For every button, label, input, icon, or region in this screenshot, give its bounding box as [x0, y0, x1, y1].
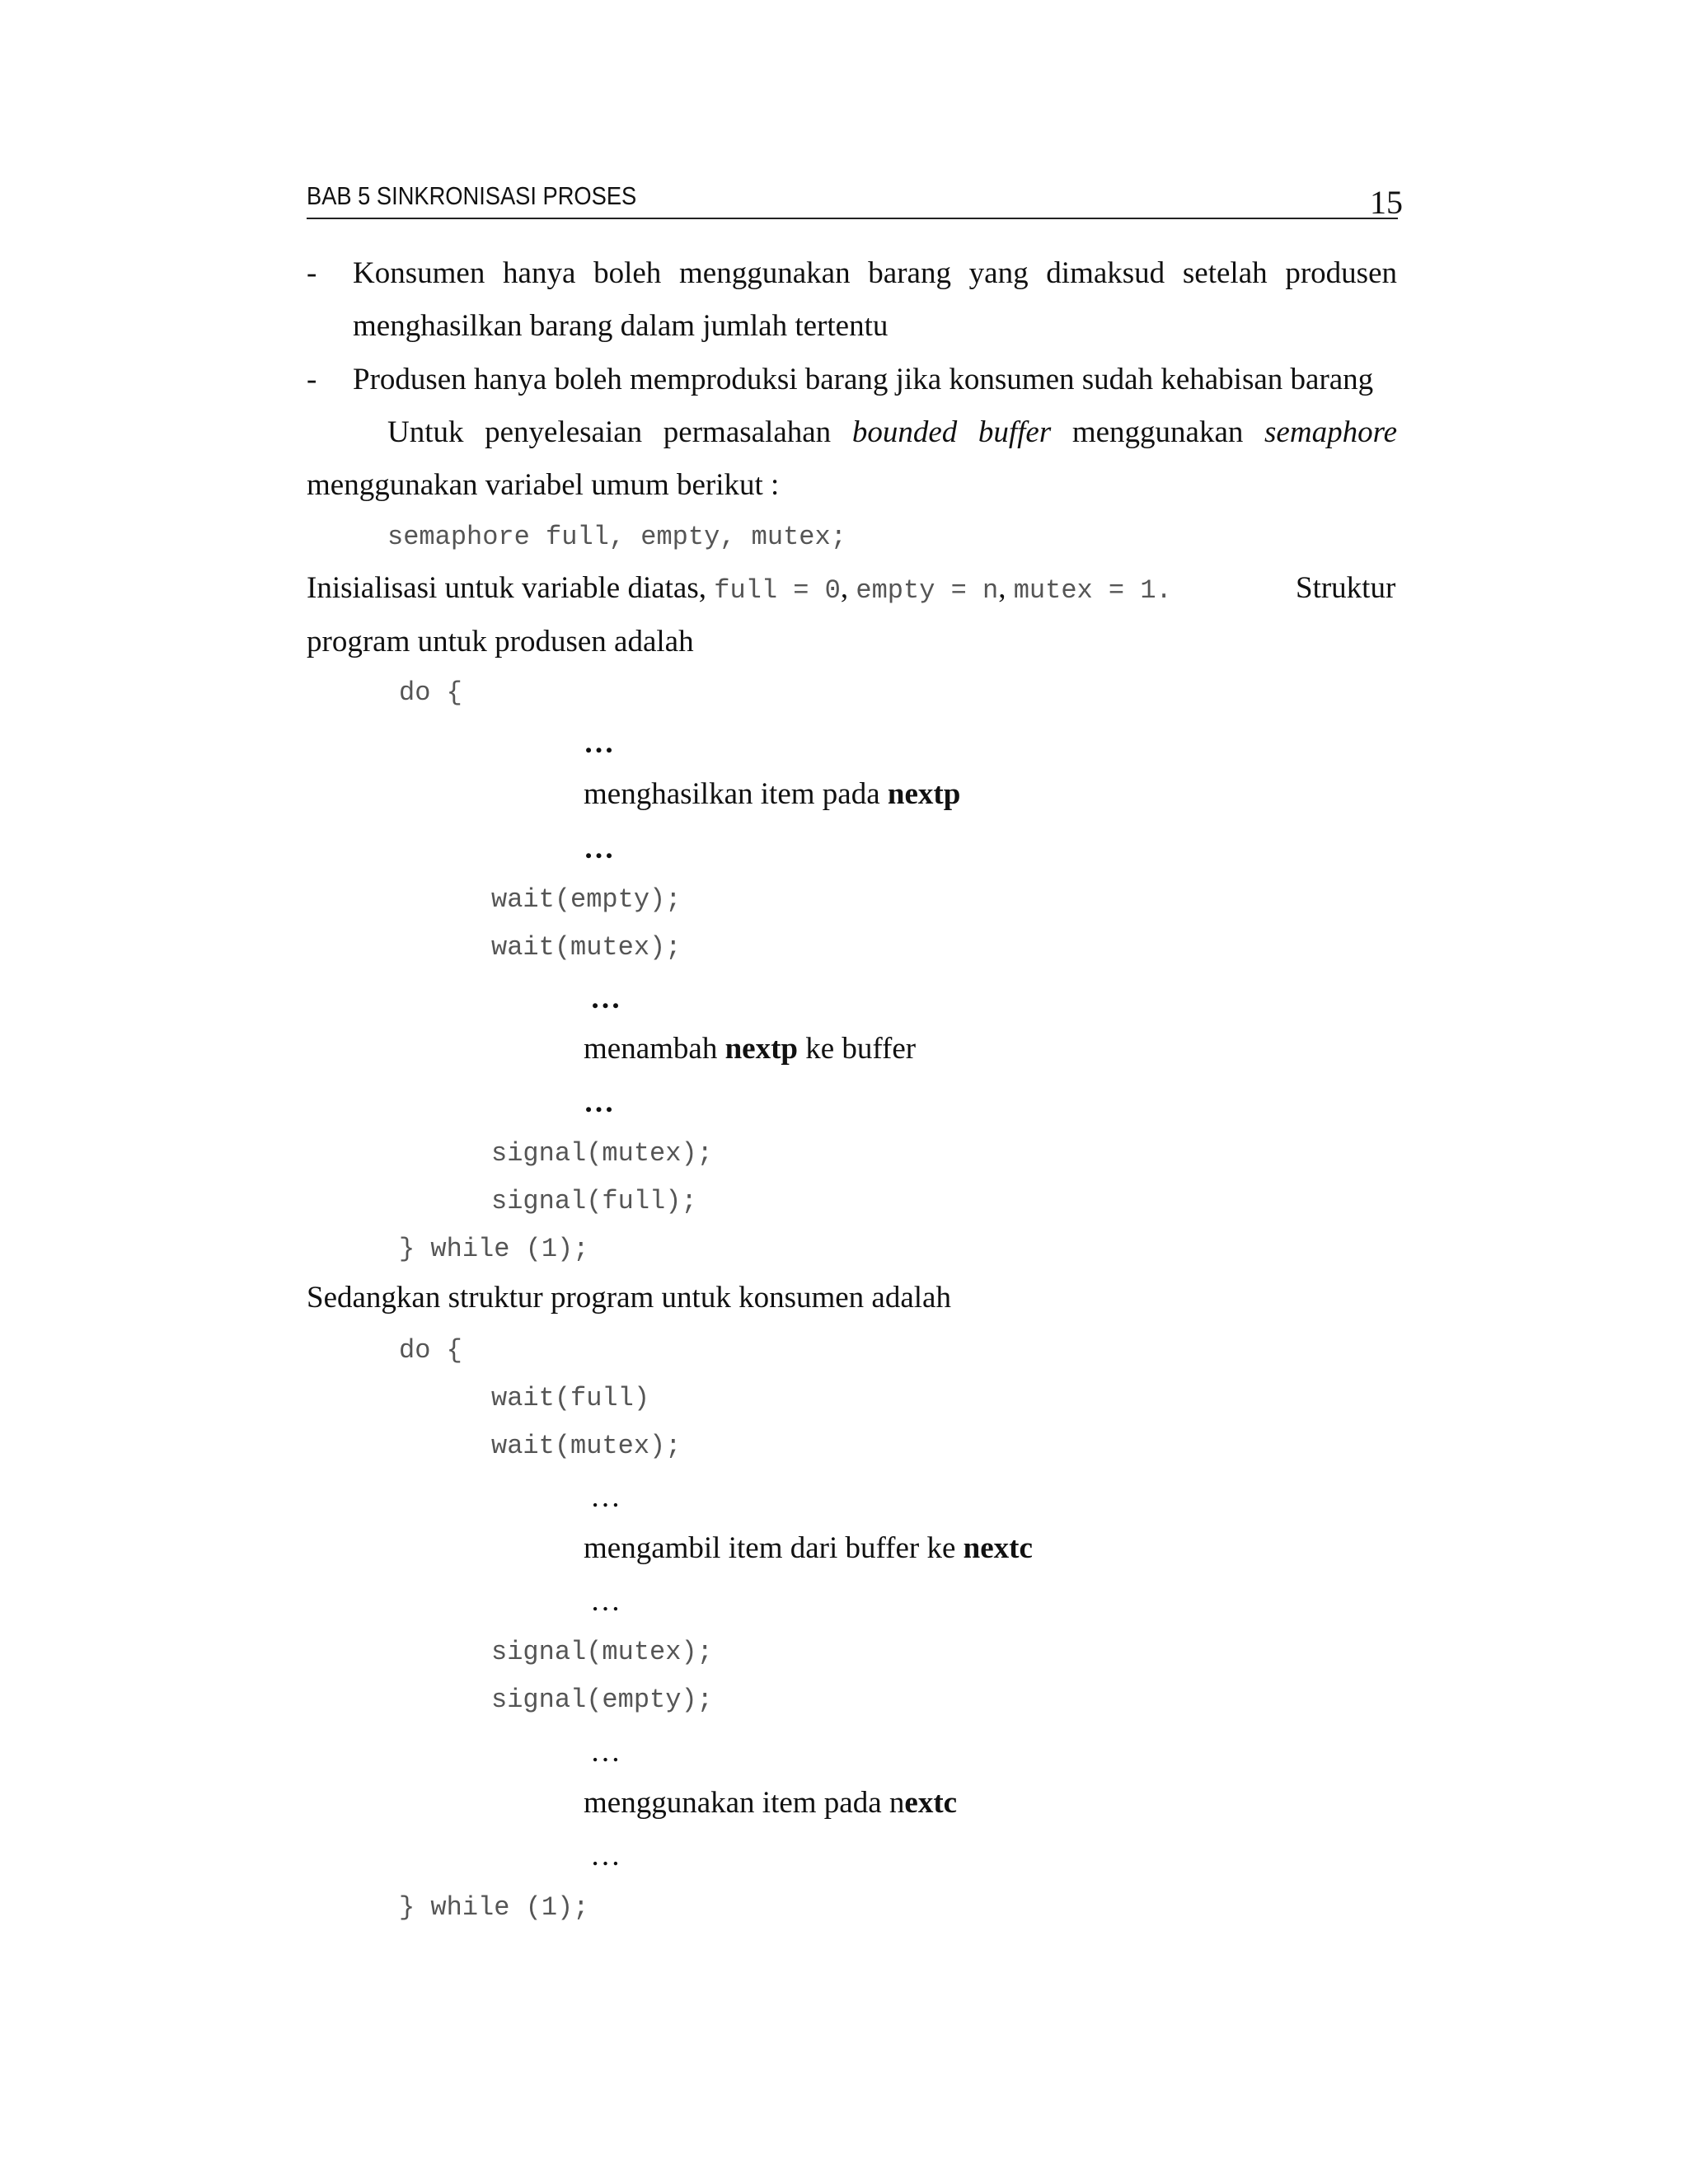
header-divider [307, 218, 1398, 219]
consumer-signal-empty: signal(empty); [491, 1685, 713, 1715]
producer-do: do { [399, 677, 462, 708]
producer-signal-full: signal(full); [491, 1186, 697, 1216]
consumer-take-item [584, 1530, 1033, 1566]
producer-wait-empty: wait(empty); [491, 884, 682, 915]
text-run: menambah [584, 1032, 718, 1066]
producer-add-to-buffer [584, 1031, 916, 1066]
paragraph-line-2: menggunakan variabel umum berikut : [307, 468, 780, 502]
init-text-struktur: Struktur [1296, 571, 1396, 605]
ellipsis: … [590, 1839, 621, 1872]
code-mutex-init: mutex = 1. [1013, 575, 1172, 606]
text-run: Inisialisasi untuk variable diatas, [307, 571, 706, 605]
bullet-2-line-1: Produsen hanya boleh memproduksi barang jika konsumen sudah kehabisan barang [353, 363, 1374, 396]
bullet-1-line-1: Konsumen hanya boleh menggunakan barang yang dimaksud setelah produsen [353, 256, 1397, 290]
text-run: menghasilkan item pada [584, 777, 880, 811]
consumer-do: do { [399, 1335, 462, 1366]
code-full-init: full = 0 [714, 575, 841, 606]
init-text [307, 570, 1172, 606]
text-run: ke buffer [805, 1032, 917, 1066]
page-number: 15 [1370, 184, 1403, 221]
paragraph-bounded-buffer [387, 415, 1397, 450]
producer-produce [584, 776, 960, 812]
init-line-2: program untuk produsen adalah [307, 625, 694, 658]
var-nextp: nextp [724, 1032, 798, 1066]
code-empty-init: empty = n [856, 575, 999, 606]
var-nextc: extc [904, 1786, 958, 1820]
var-nextc: nextc [963, 1531, 1033, 1565]
consumer-intro: Sedangkan struktur program untuk konsumen adalah [307, 1281, 951, 1315]
ellipsis: … [584, 726, 614, 760]
text-run: Untuk penyelesaian permasalahan [387, 415, 832, 449]
ellipsis: … [590, 1735, 621, 1769]
ellipsis: … [590, 982, 621, 1015]
text-run: menggunakan [1071, 415, 1244, 449]
comma: , [840, 571, 849, 605]
consumer-wait-full: wait(full) [491, 1383, 650, 1413]
chapter-header: BAB 5 SINKRONISASI PROSES [307, 181, 637, 210]
bullet-dash: - [307, 256, 317, 290]
semaphore-declaration: semaphore full, empty, mutex; [387, 522, 846, 552]
bullet-dash: - [307, 363, 317, 396]
ellipsis: … [590, 1480, 621, 1514]
ellipsis: … [584, 832, 614, 865]
ellipsis: … [590, 1584, 621, 1618]
producer-end-loop: } while (1); [399, 1234, 589, 1264]
text-run: menggunakan item pada n [584, 1786, 905, 1820]
term-semaphore: semaphore [1264, 415, 1398, 449]
term-bounded-buffer: bounded buffer [851, 415, 1052, 449]
consumer-signal-mutex: signal(mutex); [491, 1637, 713, 1667]
ellipsis: … [584, 1085, 614, 1119]
text-run: mengambil item dari buffer ke [584, 1531, 956, 1565]
consumer-wait-mutex: wait(mutex); [491, 1431, 682, 1461]
producer-signal-mutex: signal(mutex); [491, 1138, 713, 1169]
var-nextp: nextp [887, 777, 961, 811]
producer-wait-mutex: wait(mutex); [491, 932, 682, 963]
consumer-use-item [584, 1785, 957, 1821]
bullet-1-line-2: menghasilkan barang dalam jumlah tertentu [353, 309, 889, 343]
consumer-end-loop: } while (1); [399, 1892, 589, 1923]
comma: , [998, 571, 1006, 605]
